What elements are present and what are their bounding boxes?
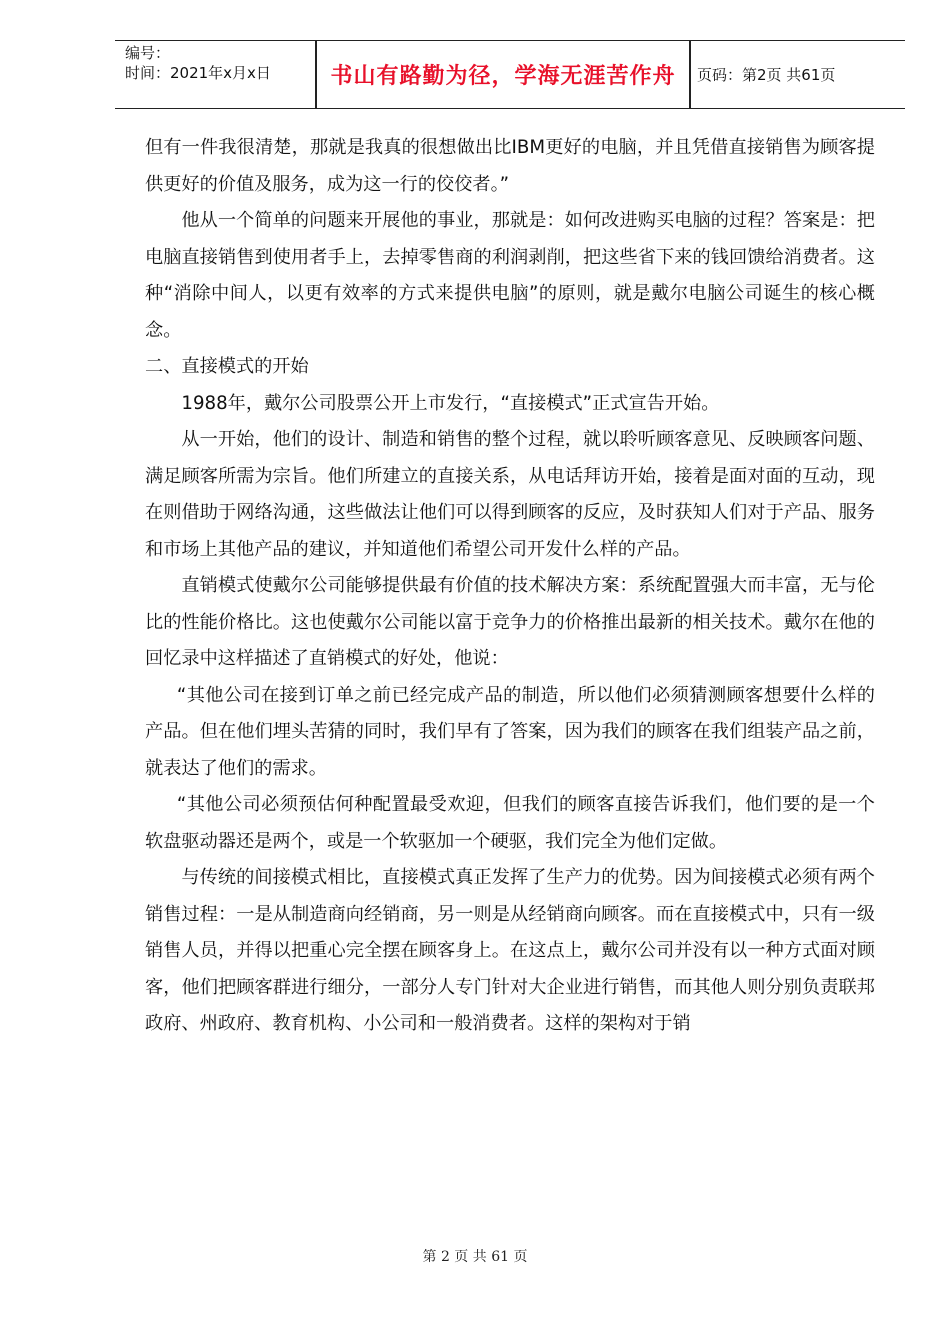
paragraph: 1988年，戴尔公司股票公开上市发行，“直接模式”正式宣告开始。 (181, 392, 720, 414)
paragraph: 但有一件我很清楚，那就是我真的很想做出比IBM更好的电脑，并且凭借直接销售为顾客提供更好的价值及服务，成为这一行的佼佼者。” (145, 137, 875, 195)
paragraph: 他从一个简单的问题来开展他的事业，那就是：如何改进购买电脑的过程？答案是：把电脑直接销售到使用者手上，去掉零售商的利润剥削，把这些省下来的钱回馈给消费者。这种“消除中间人，以更有效率的方式来提供电脑”的原则，就是戴尔电脑公司诞生的核心概念。 (145, 210, 875, 341)
header-divider (689, 41, 691, 108)
paragraph: 与传统的间接模式相比，直接模式真正发挥了生产力的优势。因为间接模式必须有两个销售过程：一是从制造商向经销商，另一则是从经销商向顾客。而在直接模式中，只有一级销售人员，并得以把重心完全摆在顾客身上。在这点上，戴尔公司并没有以一种方式面对顾客，他们把顾客群进行细分，一部分人专门针对大企业进行销售，而其他人则分别负责联邦政府、州政府、教育机构、小公司和一般消费者。这样的架构对于销 (145, 867, 875, 1034)
quote-paragraph: “其他公司在接到订单之前已经完成产品的制造，所以他们必须猜测顾客想要什么样的产品。但在他们埋头苦猜的同时，我们早有了答案，因为我们的顾客在我们组装产品之前，就表达了他们的需求。 (145, 684, 875, 779)
page-footer: 第 2 页 共 61 页 (422, 1249, 528, 1265)
header-meta (125, 43, 271, 83)
header-motto: 书山有路勤为径，学海无涯苦作舟 (330, 64, 676, 89)
document-header (115, 40, 905, 109)
serial-label: 编号： (125, 44, 171, 62)
section-heading: 二、直接模式的开始 (145, 356, 309, 377)
paragraph: 从一开始，他们的设计、制造和销售的整个过程，就以聆听顾客意见、反映顾客问题、满足顾客所需为宗旨。他们所建立的直接关系，从电话拜访开始，接着是面对面的互动，现在则借助于网络沟通，这些做法让他们可以得到顾客的反应，及时获知人们对于产品、服务和市场上其他产品的建议，并知道他们希望公司开发什么样的产品。 (145, 429, 875, 560)
quote-paragraph: “其他公司必须预估何种配置最受欢迎，但我们的顾客直接告诉我们，他们要的是一个软盘驱动器还是两个，或是一个软驱加一个硬驱，我们完全为他们定做。 (145, 794, 875, 852)
time-label: 时间：2021年x月x日 (125, 64, 271, 82)
document-body (145, 130, 875, 1043)
header-page-label: 页码：第2页 共61页 (697, 66, 836, 84)
paragraph: 直销模式使戴尔公司能够提供最有价值的技术解决方案：系统配置强大而丰富，无与伦比的性能价格比。这也使戴尔公司能以富于竞争力的价格推出最新的相关技术。戴尔在他的回忆录中这样描述了直销模式的好处，他说： (145, 575, 875, 669)
